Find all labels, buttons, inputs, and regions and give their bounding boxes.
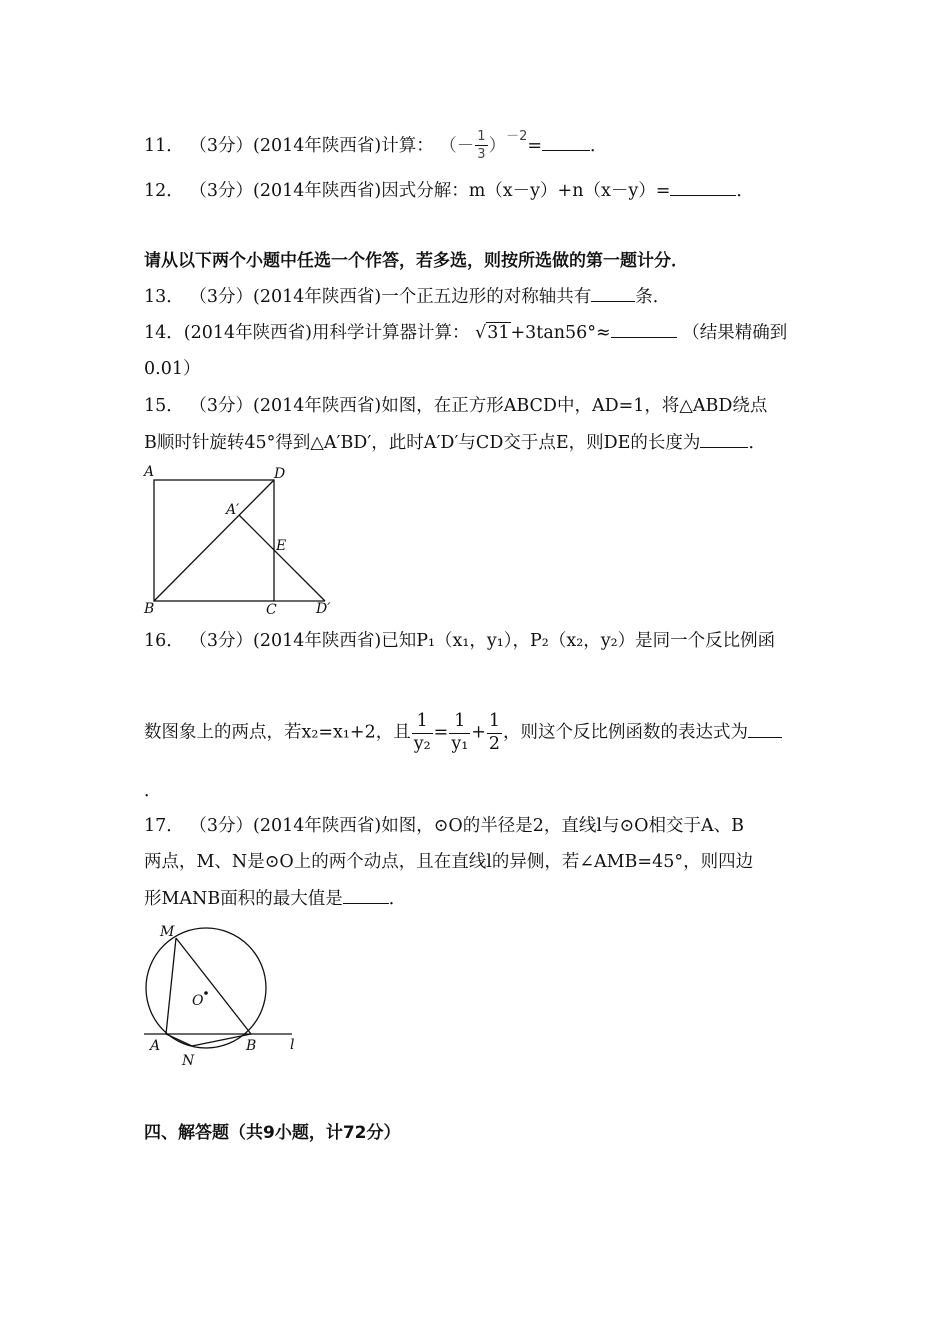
question-text: 如图，在正方形ABCD中，AD=1，将△ABD绕点 [381, 396, 768, 416]
question-15-cont: B顺时针旋转45°得到△A′BD′，此时A′D′与CD交于点E，则DE的长度为 ． [144, 430, 766, 456]
question-score: （3分） [189, 181, 253, 201]
label-l: l [290, 1037, 295, 1053]
label-a: A [144, 464, 155, 480]
fraction-1-over-y2: $\frac{1}{\text{y₂}}$ [413, 711, 431, 754]
question-number: 15． [144, 396, 184, 416]
label-o: O [192, 993, 204, 1009]
question-14-cont: 0.01） [144, 359, 201, 379]
section-heading: 四、解答题（共9小题，计72分） [144, 1123, 401, 1143]
diagonal-bd [154, 480, 274, 601]
question-text: 已知P₁（x₁，y₁），P₂（x₂，y₂）是同一个反比例函 [381, 631, 776, 651]
question-source: (2014年陕西省) [253, 631, 382, 651]
answer-blank [343, 886, 389, 904]
answer-blank [700, 430, 748, 448]
label-e: E [276, 538, 287, 554]
segment-an [166, 1034, 192, 1046]
question-text: 因式分解：m（x－y）+n（x－y）= [381, 181, 671, 201]
label-d: D [274, 466, 286, 482]
question-number: 12． [144, 181, 184, 201]
question-source: (2014年陕西省) [183, 323, 312, 343]
question-11: 11． （3分）(2014年陕西省)计算： （－ $\frac{1}{3}$ ）$^{-2}$= ． [144, 129, 608, 163]
question-16 [144, 628, 775, 654]
question-14: 14．(2014年陕西省)用科学计算器计算： √31+3tan56°≈ （结果精确到 [144, 320, 787, 346]
answer-blank [591, 284, 635, 302]
question-number: 11． [144, 135, 184, 156]
label-m: M [160, 924, 175, 940]
question-score: （3分） [189, 287, 253, 307]
question-text: 用科学计算器计算： [311, 323, 470, 343]
label-a-prime: A′ [226, 502, 240, 518]
question-13: 13． （3分）(2014年陕西省)一个正五边形的对称轴共有 条． [144, 284, 670, 310]
question-score: （3分） [189, 631, 253, 651]
question-source: (2014年陕西省) [253, 181, 382, 201]
question-16-cont: 数图象上的两点，若x₂=x₁+2，且 $\frac{1}{\text{y₂}}$ = $\frac{1}{\text{y₁}}$ + $\frac{1}{2}$ ，则这个反比例函数的表达式为 [144, 713, 782, 753]
segment-mb [176, 938, 251, 1034]
label-a: A [150, 1038, 161, 1054]
question-17-cont2: 形MANB面积的最大值是 ． [144, 886, 406, 912]
question-source: (2014年陕西省) [253, 135, 382, 156]
instruction-text: 请从以下两个小题中任选一个作答，若多选，则按所选做的第一题计分． [144, 251, 688, 271]
question-source: (2014年陕西省) [253, 396, 382, 416]
question-text: 计算： [381, 135, 434, 156]
question-score: （3分） [189, 816, 253, 836]
question-text: 如图，⊙O的半径是2，直线l与⊙O相交于A、B [381, 816, 744, 836]
question-number: 14． [144, 323, 184, 343]
question-number: 17． [144, 816, 184, 836]
question-score: （3分） [189, 135, 253, 156]
question-text: 一个正五边形的对称轴共有 [381, 287, 592, 307]
fraction: $\frac{1}{3}$ [477, 129, 486, 163]
question-source: (2014年陕西省) [253, 816, 382, 836]
answer-blank [611, 320, 677, 338]
figure-square-rotation [140, 462, 340, 620]
label-d-prime: D′ [316, 601, 331, 617]
label-b: B [144, 601, 155, 617]
label-c: C [266, 602, 277, 618]
question-number: 13． [144, 287, 184, 307]
label-n: N [182, 1053, 195, 1069]
figure-circle [140, 922, 305, 1072]
center-point [204, 991, 208, 995]
segment-a-prime-d-prime [239, 515, 325, 601]
question-16-end: ． [144, 781, 162, 801]
question-17 [144, 813, 744, 839]
segment-ma [166, 938, 176, 1034]
fraction-1-over-2: $\frac{1}{2}$ [488, 711, 501, 754]
math-expression: （－ $\frac{1}{3}$ ）$^{-2}$ [439, 129, 528, 163]
label-b: B [246, 1038, 257, 1054]
answer-blank [748, 720, 782, 738]
question-score: （3分） [189, 396, 253, 416]
answer-blank [542, 133, 590, 151]
fraction-1-over-y1: $\frac{1}{\text{y₁}}$ [451, 711, 469, 754]
question-source: (2014年陕西省) [253, 287, 382, 307]
question-12: 12． （3分）(2014年陕西省)因式分解：m（x－y）+n（x－y）= ． [144, 178, 754, 204]
answer-blank [670, 178, 736, 196]
segment-nb [192, 1034, 251, 1046]
question-17-cont: 两点，M、N是⊙O上的两个动点，且在直线l的异侧，若∠AMB=45°，则四边 [144, 852, 754, 872]
question-number: 16． [144, 631, 184, 651]
square-root: √31 [475, 323, 510, 343]
question-15 [144, 393, 767, 419]
